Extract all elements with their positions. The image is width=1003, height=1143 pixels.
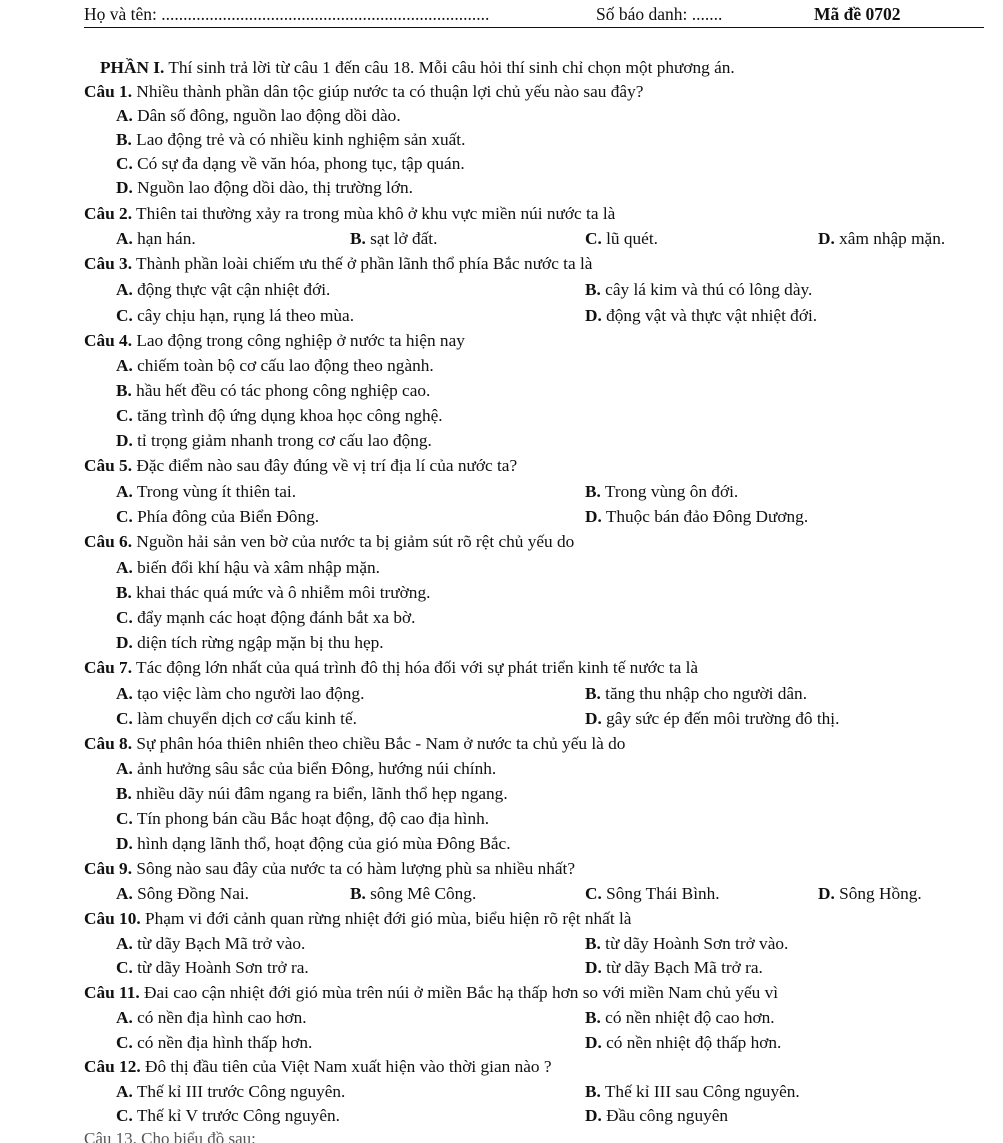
option-7a[interactable] [116,683,364,705]
question-number: Câu 10. [84,909,141,928]
option-10b[interactable] [585,933,788,955]
option-3d[interactable] [585,305,817,327]
option-text: Có sự đa dạng về văn hóa, phong tục, tập quán. [132,154,465,173]
option-6b[interactable] [116,582,430,604]
question-8 [84,733,625,755]
option-text: hình dạng lãnh thổ, hoạt động của gió mùa Đông Bắc. [132,834,511,853]
option-6d[interactable] [116,632,384,654]
option-11a[interactable] [116,1007,307,1029]
option-text: Đầu công nguyên [601,1106,729,1125]
option-text: Thuộc bán đảo Đông Dương. [601,507,809,526]
option-letter: A. [116,1082,133,1101]
option-9c[interactable] [585,883,720,905]
option-text: từ dãy Hoành Sơn trở vào. [600,934,789,953]
option-letter: B. [350,229,366,248]
option-letter: B. [116,583,132,602]
part-heading [100,57,735,79]
option-letter: B. [585,684,601,703]
option-text: Thế kỉ V trước Công nguyên. [132,1106,340,1125]
option-7d[interactable] [585,708,839,730]
option-text: tăng trình độ ứng dụng khoa học công nghệ. [132,406,443,425]
question-12 [84,1056,552,1078]
option-7c[interactable] [116,708,357,730]
option-text: nhiều dãy núi đâm ngang ra biển, lãnh thổ hẹp ngang. [131,784,508,803]
option-letter: C. [116,154,133,173]
option-5d[interactable] [585,506,808,528]
option-letter: B. [585,934,601,953]
question-number: Câu 2. [84,204,133,223]
option-text: biến đổi khí hậu và xâm nhập mặn. [132,558,380,577]
option-12a[interactable] [116,1081,345,1103]
question-text: Phạm vi đới cảnh quan rừng nhiệt đới gió mùa, biểu hiện rõ rệt nhất là [140,909,632,928]
candidate-number-field[interactable]: Số báo danh: ....... [596,4,723,24]
student-name-field[interactable]: Họ và tên: ........................................................................... [84,4,490,24]
option-10d[interactable] [585,957,763,979]
option-4a[interactable] [116,355,434,377]
question-number: Câu 1. [84,82,133,101]
option-1c[interactable] [116,153,465,175]
option-2a[interactable] [116,228,196,250]
option-letter: B. [116,130,132,149]
option-letter: A. [116,558,133,577]
option-12b[interactable] [585,1081,800,1103]
option-letter: C. [116,306,133,325]
part-label: PHẦN I. [100,58,165,77]
option-letter: A. [116,482,133,501]
question-text: Đai cao cận nhiệt đới gió mùa trên núi ở miền Bắc hạ thấp hơn so với miền Nam chủ yếu vì [139,983,779,1002]
option-text: có nền nhiệt độ thấp hơn. [601,1033,782,1052]
option-letter: D. [585,1033,602,1052]
option-3b[interactable] [585,279,812,301]
option-1d[interactable] [116,177,413,199]
option-letter: D. [585,709,602,728]
question-6 [84,531,574,553]
option-letter: B. [116,784,132,803]
option-text: Trong vùng ít thiên tai. [132,482,297,501]
option-11b[interactable] [585,1007,775,1029]
question-text: Sự phân hóa thiên nhiên theo chiều Bắc - Nam ở nước ta chủ yếu là do [132,734,626,753]
question-text: Đô thị đầu tiên của Việt Nam xuất hiện vào thời gian nào ? [140,1057,552,1076]
question-text: Lao động trong công nghiệp ở nước ta hiện nay [132,331,465,350]
question-number: Câu 12. [84,1057,141,1076]
option-6a[interactable] [116,557,380,579]
option-text: từ dãy Hoành Sơn trở ra. [132,958,309,977]
question-2 [84,203,615,225]
option-letter: B. [585,482,601,501]
option-text: hạn hán. [132,229,196,248]
option-letter: C. [585,229,602,248]
option-11d[interactable] [585,1032,781,1054]
option-1a[interactable] [116,105,401,127]
option-letter: A. [116,1008,133,1027]
option-2d[interactable] [818,228,945,250]
option-text: Tín phong bán cầu Bắc hoạt động, độ cao địa hình. [132,809,490,828]
option-letter: A. [116,884,133,903]
option-letter: C. [116,1033,133,1052]
option-text: chiếm toàn bộ cơ cấu lao động theo ngành. [132,356,434,375]
option-letter: D. [585,507,602,526]
question-text: Thành phần loài chiếm ưu thế ở phần lãnh thổ phía Bắc nước ta là [132,254,593,273]
option-text: Nguồn lao động dồi dào, thị trường lớn. [132,178,413,197]
option-letter: B. [350,884,366,903]
option-text: sạt lở đất. [365,229,438,248]
option-text: Trong vùng ôn đới. [600,482,739,501]
option-letter: A. [116,934,133,953]
question-5 [84,455,517,477]
option-letter: D. [116,834,133,853]
option-12c[interactable] [116,1105,340,1127]
option-letter: B. [116,381,132,400]
cutoff-question-13: Câu 13. Cho biểu đồ sau: [84,1129,256,1143]
option-1b[interactable] [116,129,465,151]
option-4b[interactable] [116,380,430,402]
option-4d[interactable] [116,430,432,452]
option-text: có nền địa hình thấp hơn. [132,1033,313,1052]
option-text: cây chịu hạn, rụng lá theo mùa. [132,306,355,325]
question-number: Câu 3. [84,254,133,273]
option-text: đẩy mạnh các hoạt động đánh bắt xa bờ. [132,608,416,627]
option-3c[interactable] [116,305,354,327]
question-number: Câu 5. [84,456,133,475]
question-text: Nhiều thành phần dân tộc giúp nước ta có thuận lợi chủ yếu nào sau đây? [132,82,644,101]
option-letter: C. [116,608,133,627]
option-letter: D. [585,306,602,325]
option-letter: A. [116,229,133,248]
option-letter: C. [116,406,133,425]
exam-header [84,4,984,26]
question-3 [84,253,592,275]
option-5a[interactable] [116,481,296,503]
option-letter: C. [116,507,133,526]
question-9 [84,858,575,880]
header-divider [84,27,984,28]
option-2c[interactable] [585,228,658,250]
option-text: ảnh hưởng sâu sắc của biển Đông, hướng núi chính. [132,759,497,778]
option-8b[interactable] [116,783,508,805]
option-letter: D. [585,1106,602,1125]
option-8c[interactable] [116,808,489,830]
option-letter: D. [818,229,835,248]
option-letter: D. [818,884,835,903]
option-8d[interactable] [116,833,511,855]
option-text: động thực vật cận nhiệt đới. [132,280,331,299]
option-text: xâm nhập mặn. [834,229,946,248]
option-text: Thế kỉ III sau Công nguyên. [600,1082,800,1101]
question-text: Thiên tai thường xảy ra trong mùa khô ở khu vực miền núi nước ta là [132,204,616,223]
question-text: Tác động lớn nhất của quá trình đô thị hóa đối với sự phát triển kinh tế nước ta là [132,658,699,677]
option-letter: B. [585,1082,601,1101]
option-text: tỉ trọng giảm nhanh trong cơ cấu lao động. [132,431,432,450]
question-7 [84,657,698,679]
option-12d[interactable] [585,1105,728,1127]
option-text: Sông Đồng Nai. [132,884,249,903]
option-letter: D. [116,431,133,450]
option-letter: A. [116,356,133,375]
question-text: Sông nào sau đây của nước ta có hàm lượng phù sa nhiều nhất? [132,859,576,878]
option-11c[interactable] [116,1032,312,1054]
option-text: Dân số đông, nguồn lao động dồi dào. [132,106,401,125]
option-text: hầu hết đều có tác phong công nghiệp cao. [131,381,431,400]
option-text: làm chuyển dịch cơ cấu kinh tế. [132,709,357,728]
option-letter: C. [116,709,133,728]
option-text: Lao động trẻ và có nhiều kinh nghiệm sản xuất. [131,130,466,149]
option-6c[interactable] [116,607,415,629]
option-3a[interactable] [116,279,330,301]
question-1 [84,81,643,103]
exam-code: Mã đề 0702 [814,4,901,24]
option-2b[interactable] [350,228,437,250]
option-letter: A. [116,684,133,703]
question-11 [84,982,778,1004]
option-text: có nền nhiệt độ cao hơn. [600,1008,775,1027]
option-text: từ dãy Bạch Mã trở ra. [601,958,763,977]
option-letter: C. [116,1106,133,1125]
option-5b[interactable] [585,481,738,503]
option-text: cây lá kim và thú có lông dày. [600,280,813,299]
option-text: khai thác quá mức và ô nhiễm môi trường. [131,583,431,602]
option-7b[interactable] [585,683,807,705]
option-4c[interactable] [116,405,443,427]
option-letter: B. [585,280,601,299]
option-8a[interactable] [116,758,496,780]
question-10 [84,908,631,930]
option-letter: B. [585,1008,601,1027]
option-text: lũ quét. [601,229,658,248]
question-number: Câu 6. [84,532,133,551]
option-text: tăng thu nhập cho người dân. [600,684,808,703]
option-10c[interactable] [116,957,309,979]
question-number: Câu 8. [84,734,133,753]
option-9d[interactable] [818,883,922,905]
option-text: Sông Hồng. [834,884,922,903]
option-letter: A. [116,280,133,299]
option-letter: D. [585,958,602,977]
option-5c[interactable] [116,506,319,528]
question-number: Câu 7. [84,658,133,677]
option-text: sông Mê Công. [365,884,477,903]
option-letter: A. [116,759,133,778]
part-instruction: Thí sinh trả lời từ câu 1 đến câu 18. Mỗi câu hỏi thí sinh chỉ chọn một phương án. [164,58,735,77]
option-letter: C. [116,958,133,977]
option-9a[interactable] [116,883,249,905]
option-letter: D. [116,178,133,197]
option-letter: D. [116,633,133,652]
option-text: tạo việc làm cho người lao động. [132,684,365,703]
question-number: Câu 11. [84,983,140,1002]
option-text: động vật và thực vật nhiệt đới. [601,306,818,325]
option-letter: C. [585,884,602,903]
option-text: Thế kỉ III trước Công nguyên. [132,1082,346,1101]
question-text: Đặc điểm nào sau đây đúng về vị trí địa lí của nước ta? [132,456,518,475]
option-10a[interactable] [116,933,305,955]
option-text: diện tích rừng ngập mặn bị thu hẹp. [132,633,384,652]
option-text: có nền địa hình cao hơn. [132,1008,307,1027]
option-text: gây sức ép đến môi trường đô thị. [601,709,840,728]
option-text: từ dãy Bạch Mã trở vào. [132,934,306,953]
question-text: Nguồn hải sản ven bờ của nước ta bị giảm sút rõ rệt chủ yếu do [132,532,575,551]
question-4 [84,330,465,352]
option-letter: A. [116,106,133,125]
option-text: Phía đông của Biển Đông. [132,507,320,526]
option-text: Sông Thái Bình. [601,884,720,903]
option-letter: C. [116,809,133,828]
question-number: Câu 4. [84,331,133,350]
option-9b[interactable] [350,883,476,905]
question-number: Câu 9. [84,859,133,878]
